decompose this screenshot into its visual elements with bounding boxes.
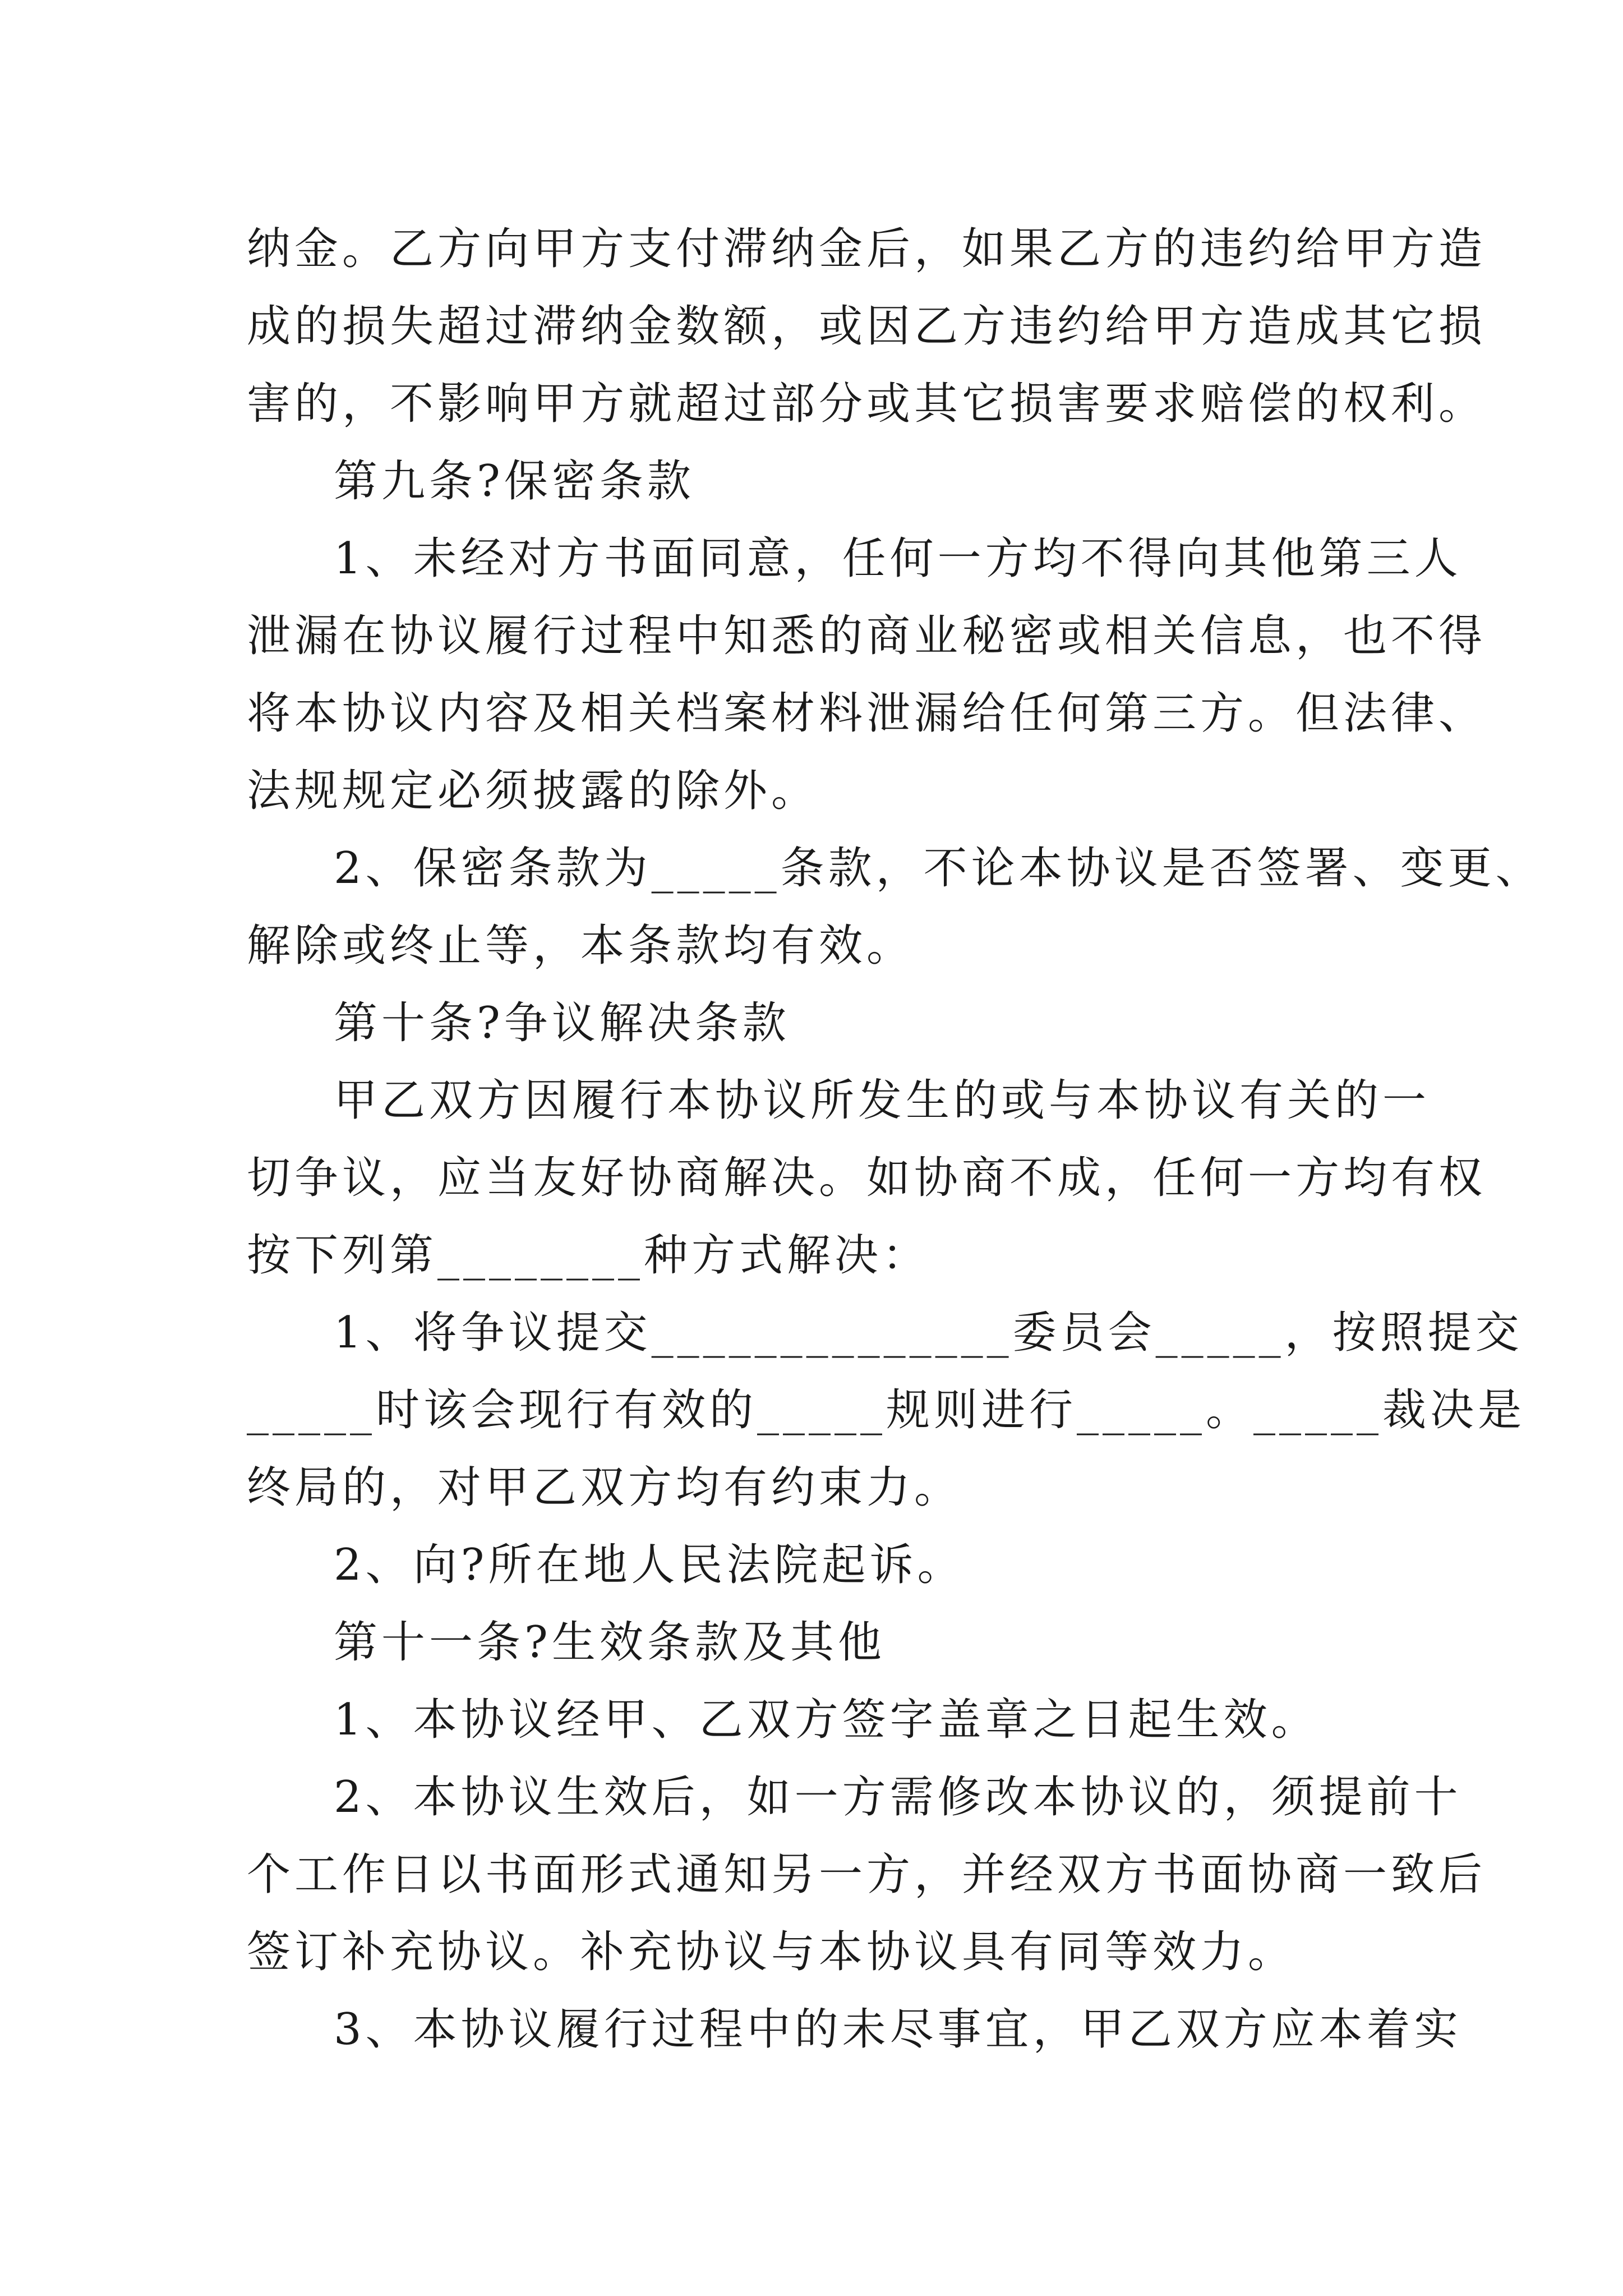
paragraph-line: 2、保密条款为_____条款，不论本协议是否签署、变更、 bbox=[334, 843, 1543, 894]
paragraph-line: 2、本协议生效后，如一方需修改本协议的，须提前十 bbox=[334, 1772, 1462, 1823]
document-body bbox=[247, 210, 1543, 2068]
section-heading-article-11: 第十一条?生效条款及其他 bbox=[334, 1617, 886, 1668]
paragraph-line: 1、将争议提交______________委员会_____，按照提交 bbox=[334, 1308, 1523, 1358]
paragraph-line: 按下列第________种方式解决： bbox=[247, 1230, 930, 1281]
paragraph-line: 纳金。乙方向甲方支付滞纳金后，如果乙方的违约给甲方造 bbox=[247, 224, 1487, 274]
paragraph-line: 害的，不影响甲方就超过部分或其它损害要求赔偿的权利。 bbox=[247, 379, 1487, 429]
paragraph-line: 签订补充协议。补充协议与本协议具有同等效力。 bbox=[247, 1927, 1296, 1977]
paragraph-line: 法规规定必须披露的除外。 bbox=[247, 766, 819, 816]
paragraph-line: 终局的，对甲乙双方均有约束力。 bbox=[247, 1462, 962, 1513]
paragraph-line: 1、未经对方书面同意，任何一方均不得向其他第三人 bbox=[334, 533, 1462, 584]
paragraph-line: 将本协议内容及相关档案材料泄漏给任何第三方。但法律、 bbox=[247, 688, 1487, 739]
paragraph-line: 2、向?所在地人民法院起诉。 bbox=[334, 1540, 965, 1590]
paragraph-line: 个工作日以书面形式通知另一方，并经双方书面协商一致后 bbox=[247, 1849, 1487, 1900]
paragraph-line: 切争议，应当友好协商解决。如协商不成，任何一方均有权 bbox=[247, 1153, 1487, 1203]
paragraph-line: 甲乙双方因履行本协议所发生的或与本协议有关的一 bbox=[334, 1075, 1431, 1126]
paragraph-line: 3、本协议履行过程中的未尽事宜，甲乙双方应本着实 bbox=[334, 2004, 1462, 2055]
section-heading-article-9: 第九条?保密条款 bbox=[334, 456, 695, 507]
paragraph-line: 成的损失超过滞纳金数额，或因乙方违约给甲方造成其它损 bbox=[247, 301, 1487, 352]
paragraph-line: 泄漏在协议履行过程中知悉的商业秘密或相关信息，也不得 bbox=[247, 611, 1487, 661]
paragraph-line: 解除或终止等，本条款均有效。 bbox=[247, 921, 915, 971]
paragraph-line: _____时该会现行有效的_____规则进行_____。_____裁决是 bbox=[247, 1385, 1526, 1435]
paragraph-line: 1、本协议经甲、乙双方签字盖章之日起生效。 bbox=[334, 1695, 1319, 1745]
section-heading-article-10: 第十条?争议解决条款 bbox=[334, 998, 790, 1048]
